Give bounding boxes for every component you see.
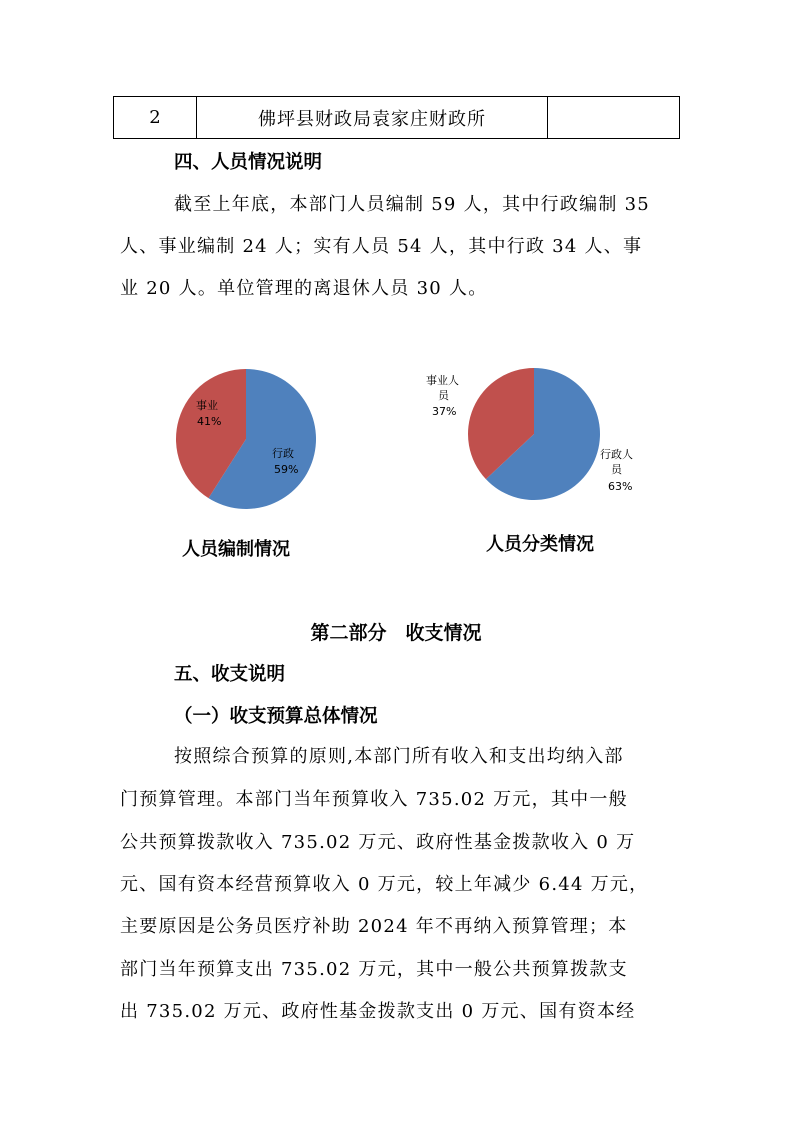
paragraph-line: 公共预算拨款收入 735.02 万元、政府性基金拨款收入 0 万 [120, 832, 636, 853]
slice-pct-admin: 59% [274, 463, 299, 476]
paragraph-line: 按照综合预算的原则,本部门所有收入和支出均纳入部 [174, 746, 624, 767]
slice-label-admin-staff-1: 行政人 [600, 448, 633, 461]
slice-pct-institution-staff: 37% [432, 405, 457, 418]
chart-title-classification: 人员分类情况 [486, 534, 594, 555]
section-heading-staff: 四、人员情况说明 [174, 152, 323, 173]
table-cell-index: 2 [114, 97, 197, 139]
paragraph-line: 截至上年底，本部门人员编制 59 人，其中行政编制 35 [174, 194, 650, 215]
slice-label-institution-staff-2: 员 [438, 389, 449, 402]
paragraph-line: 门预算管理。本部门当年预算收入 735.02 万元，其中一般 [120, 789, 628, 810]
unit-table [113, 96, 680, 139]
slice-pct-admin-staff: 63% [608, 480, 633, 493]
paragraph-line: 部门当年预算支出 735.02 万元，其中一般公共预算拨款支 [120, 959, 628, 980]
slice-label-institution: 事业 [196, 399, 218, 412]
paragraph-line: 出 735.02 万元、政府性基金拨款支出 0 万元、国有资本经 [120, 1001, 636, 1022]
paragraph-line: 业 20 人。单位管理的离退休人员 30 人。 [120, 278, 488, 299]
paragraph-line: 元、国有资本经营预算收入 0 万元，较上年减少 6.44 万元， [120, 874, 649, 895]
table-cell-name: 佛坪县财政局袁家庄财政所 [197, 97, 548, 139]
slice-pct-institution: 41% [197, 415, 222, 428]
part-title: 第二部分 收支情况 [310, 622, 482, 644]
slice-label-institution-staff-1: 事业人 [426, 374, 459, 387]
slice-label-admin: 行政 [272, 447, 294, 460]
section-heading-budget: 五、收支说明 [174, 664, 286, 685]
paragraph-line: 人、事业编制 24 人；实有人员 54 人，其中行政 34 人、事 [120, 236, 643, 257]
paragraph-line: 主要原因是公务员医疗补助 2024 年不再纳入预算管理；本 [120, 916, 628, 937]
pie-chart-classification [410, 352, 650, 522]
subsection-heading: （一）收支预算总体情况 [174, 706, 378, 727]
table-row [114, 97, 680, 139]
chart-title-staffing: 人员编制情况 [182, 539, 290, 560]
table-cell-extra [548, 97, 680, 139]
slice-label-admin-staff-2: 员 [611, 463, 622, 476]
pie-chart-staffing [160, 352, 350, 522]
